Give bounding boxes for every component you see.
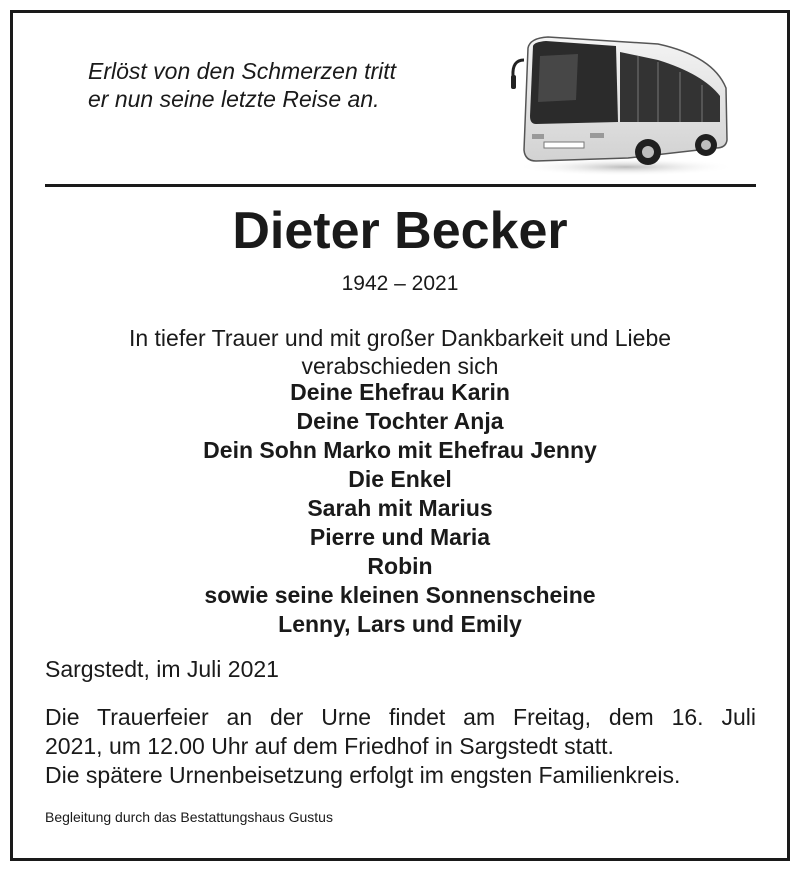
mourning-intro [0,324,800,380]
epitaph-line-1: Erlöst von den Schmerzen tritt [88,58,397,84]
life-dates: 1942 – 2021 [341,272,459,295]
mourner-entry: Lenny, Lars und Emily [278,611,522,637]
mourners-list [0,378,800,639]
epitaph-quote [88,57,396,113]
funeral-service-info [45,703,756,790]
epitaph-line-2: er nun seine letzte Reise an. [88,86,380,112]
intro-line-1: In tiefer Trauer und mit großer Dankbarkeit und Liebe [128,325,672,351]
mourner-entry: Die Enkel [348,466,452,492]
mourner-entry: Pierre und Maria [309,524,491,550]
mourner-entry: Deine Ehefrau Karin [290,379,510,405]
mourner-entry: Robin [367,553,433,579]
intro-line-2: verabschieden sich [301,353,499,379]
bus-icon [508,30,736,180]
funeral-home-credit: Begleitung durch das Bestattungshaus Gustus [45,809,333,825]
mourner-entry: sowie seine kleinen Sonnenscheine [204,582,596,608]
service-line-3: Die spätere Urnenbeisetzung erfolgt im engsten Familienkreis. [45,762,681,788]
divider-line [45,184,756,187]
service-line-2: 2021, um 12.00 Uhr auf dem Friedhof in Sargstedt statt. [45,733,614,759]
mourner-entry: Deine Tochter Anja [296,408,504,434]
deceased-name: Dieter Becker [232,202,568,260]
mourner-entry: Dein Sohn Marko mit Ehefrau Jenny [203,437,597,463]
place-and-date: Sargstedt, im Juli 2021 [45,656,279,682]
mourner-entry: Sarah mit Marius [307,495,493,521]
service-line-1: Die Trauerfeier an der Urne findet am Freitag, dem 16. Juli [45,704,756,730]
